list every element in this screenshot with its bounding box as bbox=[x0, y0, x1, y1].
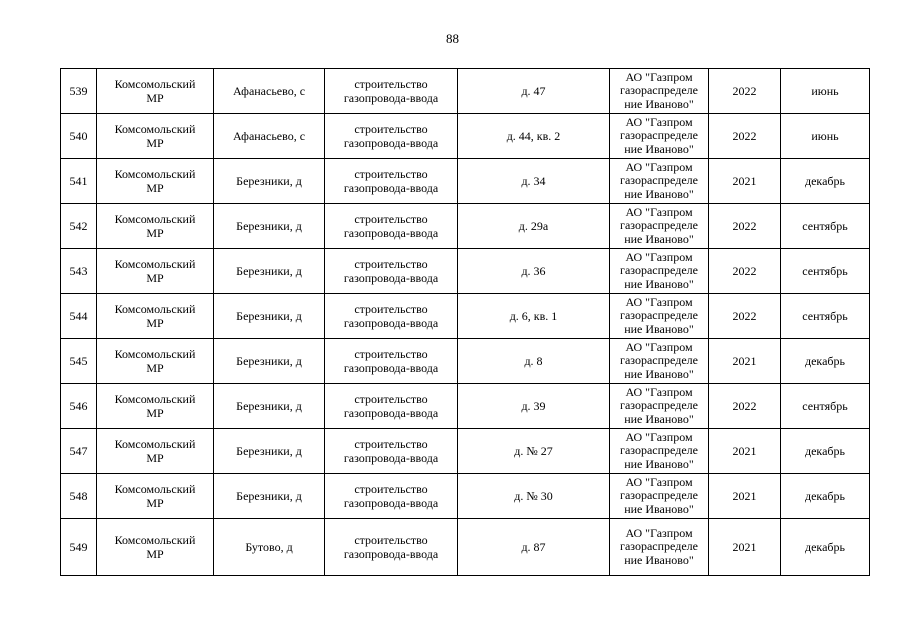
table-row bbox=[61, 69, 870, 114]
table-row bbox=[61, 204, 870, 249]
row-number-cell: 544 bbox=[61, 294, 97, 339]
district-cell: Комсомольский МР bbox=[97, 249, 214, 294]
district-cell: Комсомольский МР bbox=[97, 114, 214, 159]
month-cell: декабрь bbox=[781, 474, 870, 519]
table-row bbox=[61, 294, 870, 339]
year-cell: 2022 bbox=[709, 294, 781, 339]
work-type-cell: строительство газопровода-ввода bbox=[325, 294, 458, 339]
month-cell: сентябрь bbox=[781, 204, 870, 249]
address-cell: д. 8 bbox=[458, 339, 610, 384]
year-cell: 2021 bbox=[709, 429, 781, 474]
organization-cell: АО "Газпром газораспределе ние Иваново" bbox=[610, 249, 709, 294]
table-row bbox=[61, 384, 870, 429]
work-type-cell: строительство газопровода-ввода bbox=[325, 114, 458, 159]
address-cell: д. № 27 bbox=[458, 429, 610, 474]
month-cell: декабрь bbox=[781, 519, 870, 576]
year-cell: 2021 bbox=[709, 159, 781, 204]
address-cell: д. 87 bbox=[458, 519, 610, 576]
settlement-cell: Березники, д bbox=[214, 429, 325, 474]
address-cell: д. 44, кв. 2 bbox=[458, 114, 610, 159]
address-cell: д. 29а bbox=[458, 204, 610, 249]
settlement-cell: Афанасьево, с bbox=[214, 69, 325, 114]
month-cell: сентябрь bbox=[781, 384, 870, 429]
work-type-cell: строительство газопровода-ввода bbox=[325, 429, 458, 474]
table-row bbox=[61, 159, 870, 204]
address-cell: д. 34 bbox=[458, 159, 610, 204]
page-number: 88 bbox=[446, 31, 459, 46]
settlement-cell: Березники, д bbox=[214, 384, 325, 429]
table-row bbox=[61, 339, 870, 384]
work-type-cell: строительство газопровода-ввода bbox=[325, 339, 458, 384]
year-cell: 2021 bbox=[709, 519, 781, 576]
row-number-cell: 539 bbox=[61, 69, 97, 114]
organization-cell: АО "Газпром газораспределе ние Иваново" bbox=[610, 114, 709, 159]
address-cell: д. 36 bbox=[458, 249, 610, 294]
district-cell: Комсомольский МР bbox=[97, 384, 214, 429]
table-row bbox=[61, 474, 870, 519]
settlement-cell: Афанасьево, с bbox=[214, 114, 325, 159]
row-number-cell: 541 bbox=[61, 159, 97, 204]
row-number-cell: 542 bbox=[61, 204, 97, 249]
row-number-cell: 547 bbox=[61, 429, 97, 474]
address-cell: д. 39 bbox=[458, 384, 610, 429]
table-row bbox=[61, 114, 870, 159]
organization-cell: АО "Газпром газораспределе ние Иваново" bbox=[610, 519, 709, 576]
row-number-cell: 540 bbox=[61, 114, 97, 159]
organization-cell: АО "Газпром газораспределе ние Иваново" bbox=[610, 204, 709, 249]
year-cell: 2022 bbox=[709, 69, 781, 114]
organization-cell: АО "Газпром газораспределе ние Иваново" bbox=[610, 159, 709, 204]
work-type-cell: строительство газопровода-ввода bbox=[325, 69, 458, 114]
table-row bbox=[61, 519, 870, 576]
organization-cell: АО "Газпром газораспределе ние Иваново" bbox=[610, 384, 709, 429]
row-number-cell: 546 bbox=[61, 384, 97, 429]
year-cell: 2022 bbox=[709, 114, 781, 159]
table-row bbox=[61, 429, 870, 474]
district-cell: Комсомольский МР bbox=[97, 474, 214, 519]
district-cell: Комсомольский МР bbox=[97, 429, 214, 474]
month-cell: декабрь bbox=[781, 339, 870, 384]
year-cell: 2021 bbox=[709, 339, 781, 384]
year-cell: 2022 bbox=[709, 204, 781, 249]
organization-cell: АО "Газпром газораспределе ние Иваново" bbox=[610, 429, 709, 474]
row-number-cell: 545 bbox=[61, 339, 97, 384]
month-cell: июнь bbox=[781, 114, 870, 159]
district-cell: Комсомольский МР bbox=[97, 69, 214, 114]
settlement-cell: Березники, д bbox=[214, 249, 325, 294]
work-type-cell: строительство газопровода-ввода bbox=[325, 159, 458, 204]
address-cell: д. № 30 bbox=[458, 474, 610, 519]
row-number-cell: 548 bbox=[61, 474, 97, 519]
district-cell: Комсомольский МР bbox=[97, 204, 214, 249]
settlement-cell: Бутово, д bbox=[214, 519, 325, 576]
row-number-cell: 549 bbox=[61, 519, 97, 576]
work-type-cell: строительство газопровода-ввода bbox=[325, 519, 458, 576]
settlement-cell: Березники, д bbox=[214, 159, 325, 204]
gas-pipeline-table bbox=[60, 68, 870, 576]
month-cell: сентябрь bbox=[781, 249, 870, 294]
settlement-cell: Березники, д bbox=[214, 339, 325, 384]
address-cell: д. 47 bbox=[458, 69, 610, 114]
organization-cell: АО "Газпром газораспределе ние Иваново" bbox=[610, 69, 709, 114]
settlement-cell: Березники, д bbox=[214, 474, 325, 519]
month-cell: декабрь bbox=[781, 159, 870, 204]
organization-cell: АО "Газпром газораспределе ние Иваново" bbox=[610, 339, 709, 384]
month-cell: сентябрь bbox=[781, 294, 870, 339]
work-type-cell: строительство газопровода-ввода bbox=[325, 249, 458, 294]
table-row bbox=[61, 249, 870, 294]
work-type-cell: строительство газопровода-ввода bbox=[325, 474, 458, 519]
year-cell: 2021 bbox=[709, 474, 781, 519]
district-cell: Комсомольский МР bbox=[97, 159, 214, 204]
address-cell: д. 6, кв. 1 bbox=[458, 294, 610, 339]
settlement-cell: Березники, д bbox=[214, 204, 325, 249]
organization-cell: АО "Газпром газораспределе ние Иваново" bbox=[610, 294, 709, 339]
organization-cell: АО "Газпром газораспределе ние Иваново" bbox=[610, 474, 709, 519]
district-cell: Комсомольский МР bbox=[97, 294, 214, 339]
row-number-cell: 543 bbox=[61, 249, 97, 294]
settlement-cell: Березники, д bbox=[214, 294, 325, 339]
district-cell: Комсомольский МР bbox=[97, 519, 214, 576]
work-type-cell: строительство газопровода-ввода bbox=[325, 204, 458, 249]
district-cell: Комсомольский МР bbox=[97, 339, 214, 384]
year-cell: 2022 bbox=[709, 249, 781, 294]
work-type-cell: строительство газопровода-ввода bbox=[325, 384, 458, 429]
year-cell: 2022 bbox=[709, 384, 781, 429]
month-cell: июнь bbox=[781, 69, 870, 114]
month-cell: декабрь bbox=[781, 429, 870, 474]
